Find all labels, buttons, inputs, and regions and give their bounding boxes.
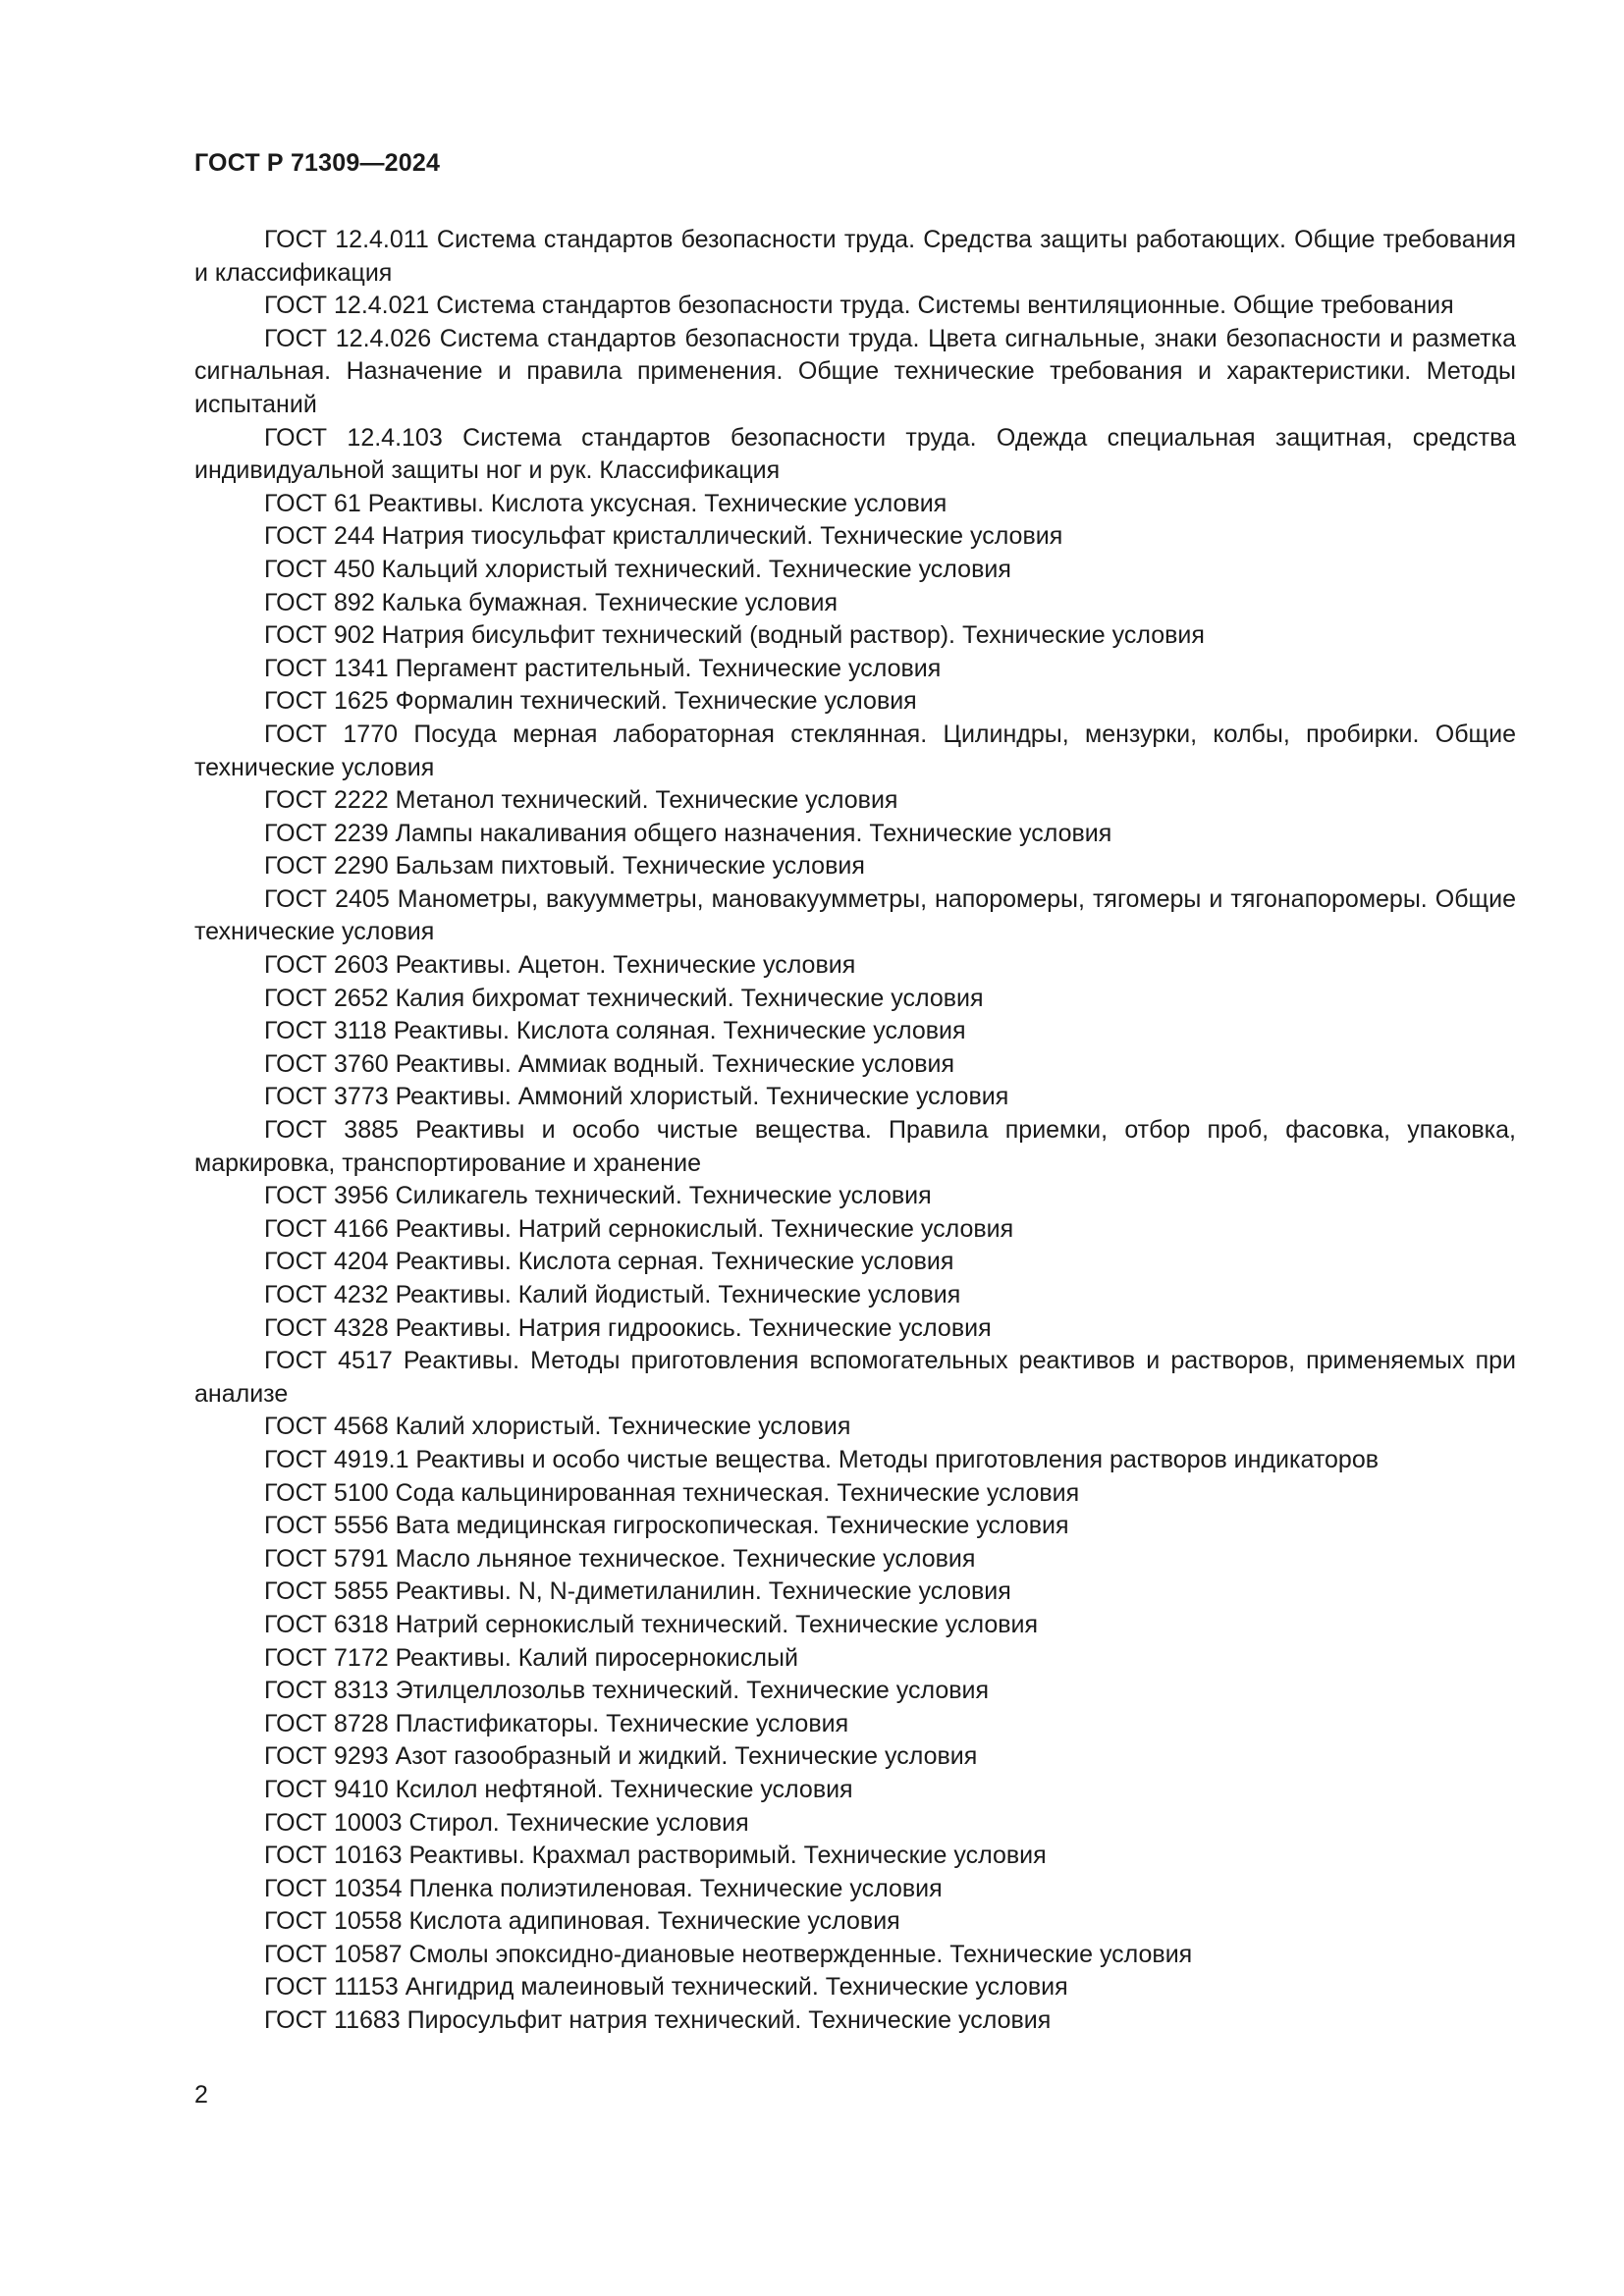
reference-item: ГОСТ 7172 Реактивы. Калий пиросернокислый	[264, 1643, 798, 1672]
document-header: ГОСТ Р 71309—2024	[194, 149, 441, 177]
reference-item: ГОСТ 4568 Калий хлористый. Технические условия	[264, 1413, 851, 1441]
reference-item: ГОСТ 4166 Реактивы. Натрий сернокислый. Технические условия	[264, 1214, 1014, 1243]
reference-item: ГОСТ 4919.1 Реактивы и особо чистые вещества. Методы приготовления растворов индикаторов	[264, 1445, 1379, 1473]
reference-item: ГОСТ 4517 Реактивы. Методы приготовления вспомогательных реактивов и растворов, применяемых при анализе	[194, 1347, 1516, 1408]
reference-item: ГОСТ 450 Кальций хлористый технический. Технические условия	[264, 555, 1011, 583]
reference-item: ГОСТ 1341 Пергамент растительный. Технические условия	[264, 654, 942, 682]
reference-item: ГОСТ 3118 Реактивы. Кислота соляная. Технические условия	[264, 1017, 966, 1045]
reference-item: ГОСТ 61 Реактивы. Кислота уксусная. Технические условия	[264, 489, 947, 517]
reference-item: ГОСТ 10558 Кислота адипиновая. Технические условия	[264, 1907, 900, 1936]
reference-item: ГОСТ 6318 Натрий сернокислый технический. Технические условия	[264, 1610, 1039, 1638]
reference-item: ГОСТ 8728 Пластификаторы. Технические условия	[264, 1709, 849, 1737]
reference-item: ГОСТ 2603 Реактивы. Ацетон. Технические условия	[264, 951, 856, 980]
reference-item: ГОСТ 12.4.026 Система стандартов безопасности труда. Цвета сигнальные, знаки безопасности и разметка сигнальная. Назначение и правила применения. Общие технические требования и характеристики. Методы испытаний	[194, 324, 1516, 418]
reference-item: ГОСТ 2222 Метанол технический. Технические условия	[264, 786, 898, 815]
reference-item: ГОСТ 1770 Посуда мерная лабораторная стеклянная. Цилиндры, мензурки, колбы, пробирки. Общие технические условия	[194, 720, 1516, 781]
reference-item: ГОСТ 9410 Ксилол нефтяной. Технические условия	[264, 1775, 853, 1803]
reference-item: ГОСТ 3885 Реактивы и особо чистые вещества. Правила приемки, отбор проб, фасовка, упаковка, маркировка, транспортирование и хранение	[194, 1116, 1516, 1177]
reference-item: ГОСТ 5791 Масло льняное техническое. Технические условия	[264, 1544, 976, 1573]
reference-item: ГОСТ 5855 Реактивы. N, N-диметиланилин. Технические условия	[264, 1577, 1011, 1606]
reference-item: ГОСТ 5100 Сода кальцинированная техническая. Технические условия	[264, 1478, 1080, 1507]
reference-item: ГОСТ 8313 Этилцеллозольв технический. Технические условия	[264, 1677, 990, 1705]
reference-item: ГОСТ 10587 Смолы эпоксидно-диановые неотвержденные. Технические условия	[264, 1940, 1193, 1968]
reference-item: ГОСТ 244 Натрия тиосульфат кристаллический. Технические условия	[264, 522, 1063, 551]
reference-item: ГОСТ 4232 Реактивы. Калий йодистый. Технические условия	[264, 1281, 961, 1308]
reference-item: ГОСТ 10163 Реактивы. Крахмал растворимый. Технические условия	[264, 1842, 1047, 1870]
reference-item: ГОСТ 9293 Азот газообразный и жидкий. Технические условия	[264, 1742, 978, 1771]
reference-item: ГОСТ 11683 Пиросульфит натрия технический. Технические условия	[264, 2006, 1052, 2035]
reference-item: ГОСТ 2290 Бальзам пихтовый. Технические условия	[264, 852, 865, 881]
reference-item: ГОСТ 10003 Стирол. Технические условия	[264, 1808, 749, 1837]
reference-item: ГОСТ 2239 Лампы накаливания общего назначения. Технические условия	[264, 819, 1112, 847]
reference-item: ГОСТ 2405 Манометры, вакуумметры, мановакуумметры, напоромеры, тягомеры и тягонапоромеры. Общие технические условия	[194, 884, 1516, 946]
reference-item: ГОСТ 12.4.011 Система стандартов безопасности труда. Средства защиты работающих. Общие требования и классификация	[194, 226, 1516, 287]
reference-item: ГОСТ 3760 Реактивы. Аммиак водный. Технические условия	[264, 1049, 955, 1078]
reference-item: ГОСТ 892 Калька бумажная. Технические условия	[264, 588, 838, 616]
reference-item: ГОСТ 11153 Ангидрид малеиновый технический. Технические условия	[264, 1973, 1068, 2002]
reference-item: ГОСТ 10354 Пленка полиэтиленовая. Технические условия	[264, 1874, 943, 1902]
reference-item: ГОСТ 3956 Силикагель технический. Технические условия	[264, 1182, 932, 1210]
reference-item: ГОСТ 1625 Формалин технический. Технические условия	[264, 687, 917, 716]
reference-item: ГОСТ 902 Натрия бисульфит технический (водный раствор). Технические условия	[264, 621, 1205, 650]
reference-item: ГОСТ 4204 Реактивы. Кислота серная. Технические условия	[264, 1248, 954, 1276]
reference-item: ГОСТ 3773 Реактивы. Аммоний хлористый. Технические условия	[264, 1083, 1009, 1111]
reference-item: ГОСТ 12.4.021 Система стандартов безопасности труда. Системы вентиляционные. Общие требования	[264, 292, 1454, 320]
normative-references-list	[194, 224, 1516, 2038]
reference-item: ГОСТ 2652 Калия бихромат технический. Технические условия	[264, 984, 984, 1012]
page-number: 2	[194, 2081, 208, 2109]
reference-item: ГОСТ 5556 Вата медицинская гигроскопическая. Технические условия	[264, 1512, 1069, 1540]
reference-item: ГОСТ 12.4.103 Система стандартов безопасности труда. Одежда специальная защитная, средства индивидуальной защиты ног и рук. Классификация	[194, 423, 1516, 485]
reference-item: ГОСТ 4328 Реактивы. Натрия гидроокись. Технические условия	[264, 1313, 992, 1342]
